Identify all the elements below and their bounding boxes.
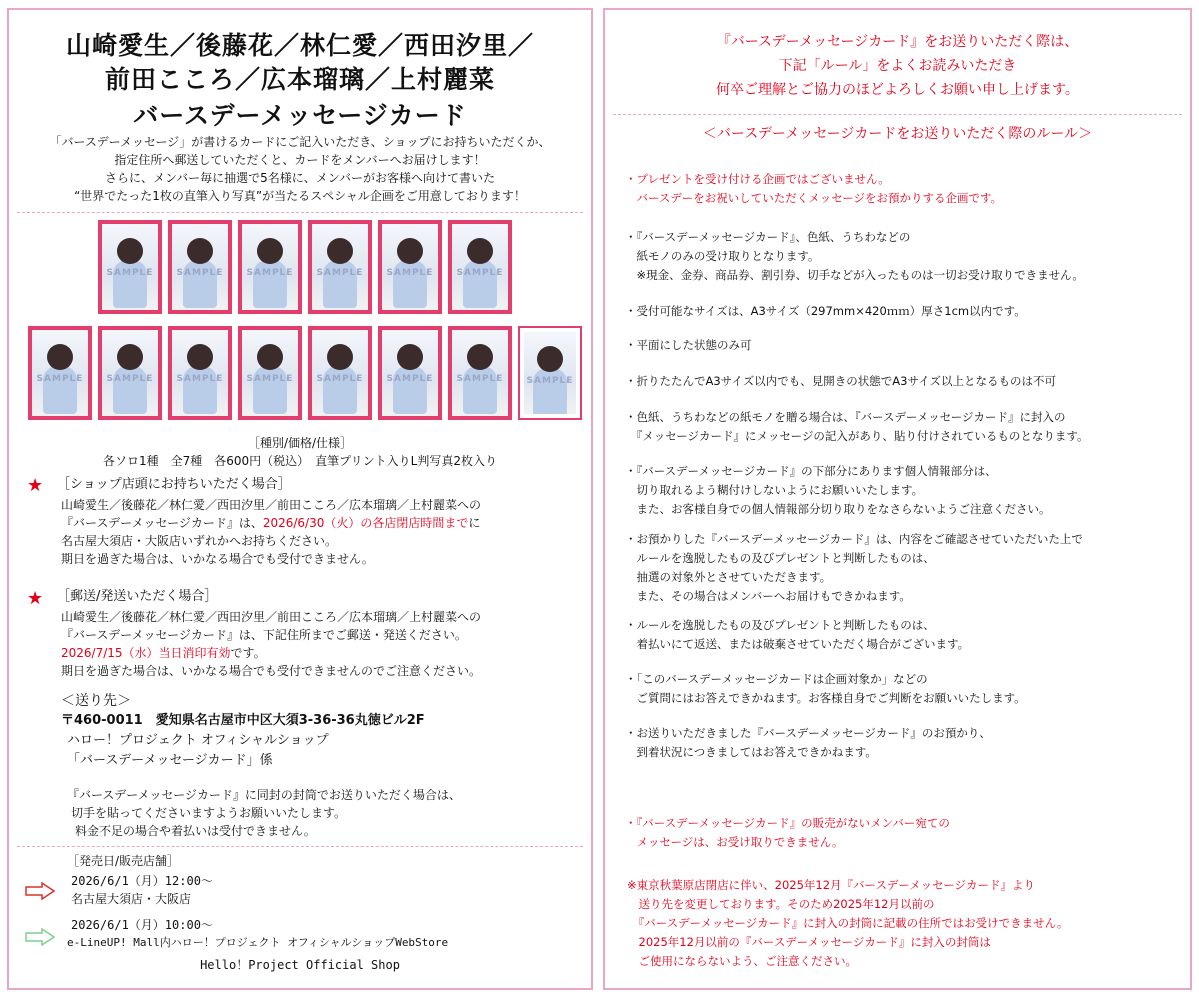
sale-store-1: 名古屋大須店・大阪店 <box>71 892 192 906</box>
rule-item: ・『バースデーメッセージカード』の販売がないメンバー宛ての メッセージは、お受け取りできません。 <box>625 816 950 849</box>
address-line-2: ハロー！プロジェクト オフィシャルショップ <box>67 733 329 748</box>
sample-card: SAMPLE <box>308 220 372 314</box>
rule-item: ・『バースデーメッセージカード』、色紙、うちわなどの 紙モノのみの受け取りとなります。 ※現金、金券、商品券、割引券、切手などが入ったものは一切お受け取りできません。 <box>625 230 1084 282</box>
shop-deadline: 2026/6/30（火）の各店閉店時間まで <box>262 516 469 530</box>
intro-line-1: 「バースデーメッセージ」が書けるカードにご記入いただき、ショップにお持ちいただくか、 <box>49 135 551 149</box>
address-line-1: 〒460-0011 愛知県名古屋市中区大須3-36-36丸徳ビル2F <box>61 713 425 728</box>
arrow-right-icon <box>25 928 55 946</box>
star-icon: ★ <box>27 588 44 609</box>
divider <box>613 114 1182 115</box>
rule-item: ・折りたたんでA3サイズ以内でも、見開きの状態でA3サイズ以上となるものは不可 <box>625 374 1057 388</box>
divider <box>17 846 583 847</box>
sample-card: SAMPLE <box>378 326 442 420</box>
sample-card: SAMPLE <box>238 220 302 314</box>
arrow-right-icon <box>25 882 55 900</box>
intro-line-3: さらに、メンバー毎に抽選で5名様に、メンバーがお客様へ向けて書いた <box>105 171 495 185</box>
star-icon: ★ <box>27 475 44 496</box>
mail-line-1: 山崎愛生／後藤花／林仁愛／西田汐里／前田こころ／広本瑠璃／上村麗菜への <box>61 610 482 624</box>
sale-date-1: 2026/6/1（月）12:00〜 <box>71 874 213 888</box>
address-heading: ＜送り先＞ <box>61 693 131 709</box>
sample-card: SAMPLE <box>518 326 582 420</box>
left-panel <box>7 8 593 990</box>
rules-subtitle: ＜バースデーメッセージカードをお送りいただく際のルール＞ <box>702 126 1093 142</box>
mail-line-3: 2026/7/15（水）当日消印有効です。 <box>61 646 266 660</box>
note-line-3: 料金不足の場合や着払いは受付できません。 <box>75 824 316 838</box>
intro-line-4: “世界でたった1枚の直筆入り写真”が当たるスペシャル企画をご用意しております！ <box>74 189 526 203</box>
sale-date-2: 2026/6/1（月）10:00〜 <box>71 918 213 932</box>
rules-title-line-3: 何卒ご理解とご協力のほどよろしくお願い申し上げます。 <box>716 82 1079 98</box>
spec-line: 各ソロ1種 全7種 各600円（税込） 直筆プリント入りL判写真2枚入り <box>102 454 498 468</box>
rule-item: ・『バースデーメッセージカード』の下部分にあります個人情報部分は、 切り取れるよう糊付けしないようにお願いいたします。 また、お客様自身での個人情報部分切り取りをなさらないようご注意ください。 <box>625 464 1051 516</box>
sample-card: SAMPLE <box>238 326 302 420</box>
sale-heading: ［発売日/販売店舗］ <box>67 854 180 868</box>
mail-line-2: 『バースデーメッセージカード』は、下記住所までご郵送・発送ください。 <box>61 628 467 642</box>
sample-card: SAMPLE <box>168 220 232 314</box>
rule-item: ・お預かりした『バースデーメッセージカード』は、内容をご確認させていただいた上で ルールを逸脱したもの及びプレゼントと判断したものは、 抽選の対象外とさせていただきます。 また、その場合はメンバーへお届けもできかねます。 <box>625 532 1083 603</box>
address-line-3: 「バースデーメッセージカード」係 <box>67 753 273 768</box>
rule-item: ・お送りいただきました『バースデーメッセージカード』のお預かり、 到着状況につきましてはお答えできかねます。 <box>625 726 991 759</box>
spec-header: ［種別/価格/仕様］ <box>247 436 353 450</box>
footer-shop-name: Hello！Project Official Shop <box>200 958 400 972</box>
mail-deadline: 2026/7/15（水）当日消印有効 <box>61 646 231 660</box>
sample-card: SAMPLE <box>28 326 92 420</box>
rule-item: ・色紙、うちわなどの紙モノを贈る場合は、『バースデーメッセージカード』に封入の 『メッセージカード』にメッセージの記入があり、貼り付けされているものとなります。 <box>625 410 1089 443</box>
note-line-2: 切手を貼ってくださいますようお願いいたします。 <box>71 806 347 820</box>
title-line-1: 山崎愛生／後藤花／林仁愛／西田汐里／ <box>65 31 534 60</box>
rule-item: ・ルールを逸脱したもの及びプレゼントと判断したものは、 着払いにて返送、または破棄させていただく場合がございます。 <box>625 618 970 651</box>
mail-line-4: 期日を過ぎた場合は、いかなる場合でも受付できませんのでご注意ください。 <box>61 664 482 678</box>
shop-line-4: 期日を過ぎた場合は、いかなる場合でも受付できません。 <box>61 552 374 566</box>
sample-card: SAMPLE <box>168 326 232 420</box>
rule-item: ・プレゼントを受け付ける企画ではございません。 バースデーをお祝いしていただくメッセージをお預かりする企画です。 <box>625 172 1003 205</box>
sample-card: SAMPLE <box>308 326 372 420</box>
sample-card: SAMPLE <box>98 326 162 420</box>
right-panel <box>603 8 1192 990</box>
sale-store-2: e-LineUP! Mall内ハロー！プロジェクト オフィシャルショップWebStore <box>67 936 449 949</box>
rules-title-line-1: 『バースデーメッセージカード』をお送りいただく際は、 <box>716 34 1079 50</box>
shop-line-1: 山崎愛生／後藤花／林仁愛／西田汐里／前田こころ／広本瑠璃／上村麗菜への <box>61 498 482 512</box>
intro-line-2: 指定住所へ郵送していただくと、カードをメンバーへお届けします！ <box>114 153 486 167</box>
card-gallery <box>9 220 595 440</box>
shop-heading: ［ショップ店頭にお持ちいただく場合］ <box>57 477 291 492</box>
address-change-notice: ※東京秋葉原店閉店に伴い、2025年12月『バースデーメッセージカード』より 送り先を変更しております。そのため2025年12月以前の 『バースデーメッセージカード』に封入の封筒に記載の住所ではお受けできません。 2025年12月以前の『バースデーメッセージカード』に封入の封筒は ご使用にならないよう、ご注意ください。 <box>627 878 1069 968</box>
title-line-3: バースデーメッセージカード <box>133 101 467 130</box>
note-line-1: 『バースデーメッセージカード』に同封の封筒でお送りいただく場合は、 <box>67 788 461 802</box>
rule-item: ・受付可能なサイズは、A3サイズ（297mm×420ｍｍ）厚さ1cm以内です。 <box>625 304 1026 318</box>
shop-line-2: 『バースデーメッセージカード』は、2026/6/30（火）の各店閉店時間までに <box>61 516 481 530</box>
title-line-2: 前田こころ／広本瑠璃／上村麗菜 <box>104 65 495 94</box>
sample-card: SAMPLE <box>378 220 442 314</box>
shop-line-3: 名古屋大須店・大阪店いずれかへお持ちください。 <box>61 534 338 548</box>
mail-heading: ［郵送/発送いただく場合］ <box>57 589 218 604</box>
rule-item: ・平面にした状態のみ可 <box>625 338 752 352</box>
sample-card: SAMPLE <box>448 326 512 420</box>
sample-card: SAMPLE <box>98 220 162 314</box>
rule-item: ・「このバースデーメッセージカードは企画対象か」などの ご質問にはお答えできかねます。お客様自身でご判断をお願いいたします。 <box>625 672 1026 705</box>
sample-card: SAMPLE <box>448 220 512 314</box>
rules-title-line-2: 下記「ルール」をよくお読みいただき <box>778 58 1017 74</box>
divider <box>17 212 583 213</box>
